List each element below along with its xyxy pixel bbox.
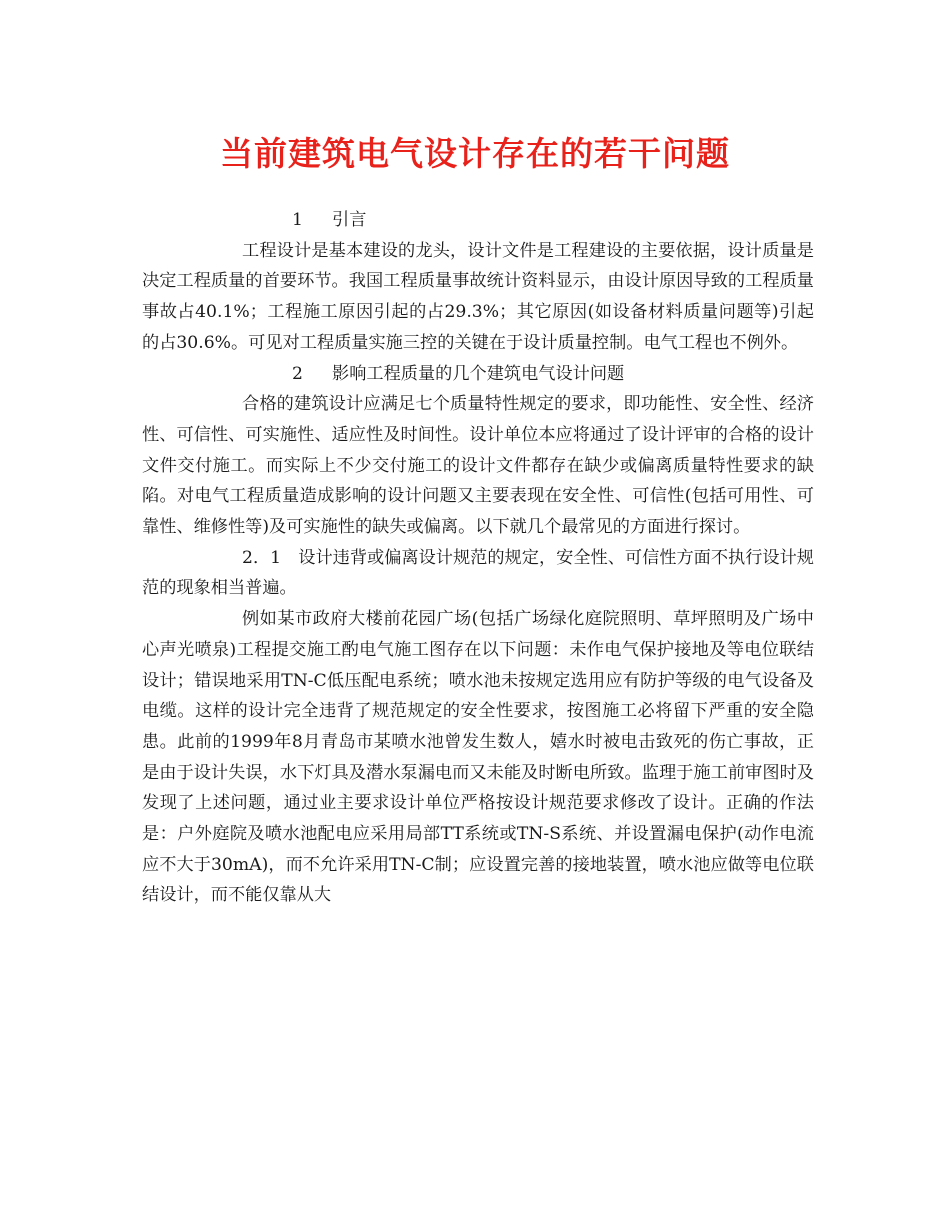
section-heading-2: [142, 359, 814, 390]
document-title: 当前建筑电气设计存在的若干问题: [220, 134, 730, 173]
document-body: [142, 205, 814, 911]
section-number: 1: [292, 210, 303, 230]
section-heading-1: [142, 205, 814, 236]
section-number: 2: [292, 363, 303, 384]
section-title: 引言: [332, 210, 367, 230]
subsection-paragraph: 2．1 设计违背或偏离设计规范的规定，安全性、可信性方面不执行设计规范的现象相当普遍。: [142, 547, 814, 599]
paragraph: 工程设计是基本建设的龙头，设计文件是工程建设的主要依据，设计质量是决定工程质量的首要环节。我国工程质量事故统计资料显示，由设计原因导致的工程质量事故占40.1%；工程施工原因引起的占29.3%；其它原因(如设备材料质量问题等)引起的占30.6%。可见对工程质量实施三控的关键在于设计质量控制。电气工程也不例外。: [142, 240, 814, 353]
section-title: 影响工程质量的几个建筑电气设计问题: [332, 363, 625, 384]
paragraph: 例如某市政府大楼前花园广场(包括广场绿化庭院照明、草坪照明及广场中心声光喷泉)工程提交施工酌电气施工图存在以下问题：未作电气保护接地及等电位联结设计；错误地采用TN-C低压配电系统；喷水池未按规定选用应有防护等级的电气设备及电缆。这样的设计完全违背了规范规定的安全性要求，按图施工必将留下严重的安全隐患。此前的1999年8月青岛市某喷水池曾发生数人，嬉水时被电击致死的伤亡事故，正是由于设计失误，水下灯具及潜水泵漏电而又未能及时断电所致。监理于施工前审图时及发现了上述问题，通过业主要求设计单位严格按设计规范要求修改了设计。正确的作法是：户外庭院及喷水池配电应采用局部TT系统或TN-S系统、并设置漏电保护(动作电流应不大于30mA)，而不允许采用TN-C制；应设置完善的接地装置，喷水池应做等电位联结设计，而不能仅靠从大: [142, 609, 814, 906]
paragraph: 合格的建筑设计应满足七个质量特性规定的要求，即功能性、安全性、经济性、可信性、可实施性、适应性及时间性。设计单位本应将通过了设计评审的合格的设计文件交付施工。而实际上不少交付施工的设计文件都存在缺少或偏离质量特性要求的缺陷。对电气工程质量造成影响的设计问题又主要表现在安全性、可信性(包括可用性、可靠性、维修性等)及可实施性的缺失或偏离。以下就几个最常见的方面进行探讨。: [142, 394, 814, 538]
